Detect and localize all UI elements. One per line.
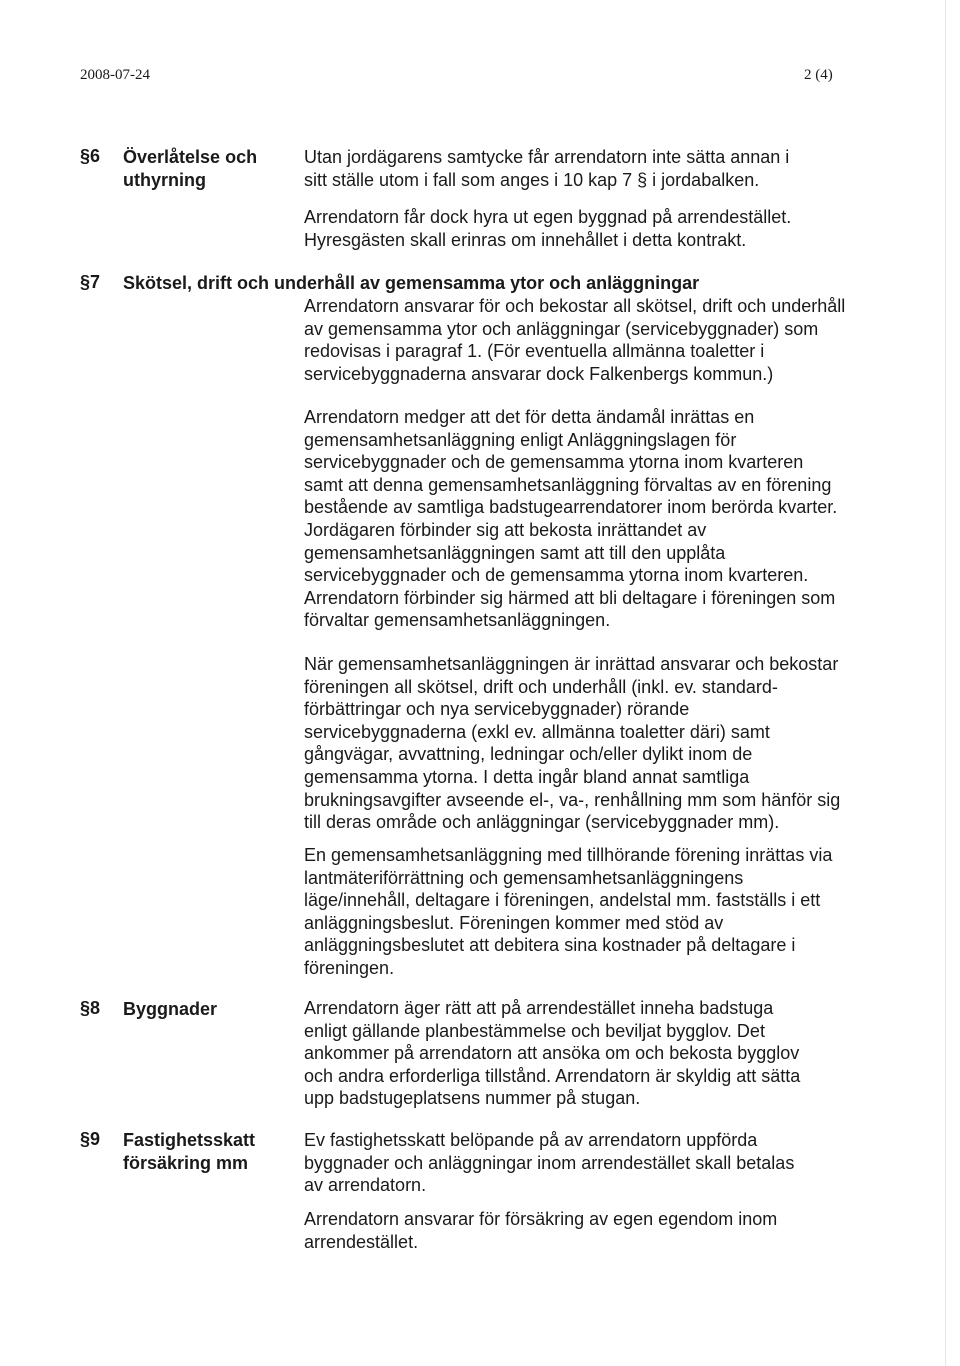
text-line: Jordägaren förbinder sig att bekosta inrättandet av bbox=[304, 519, 707, 540]
section-8-number: §8 bbox=[80, 998, 101, 1018]
text-line: till deras område och anläggningar (servicebyggnader mm). bbox=[304, 812, 780, 833]
section-7-paragraph-2 bbox=[304, 406, 837, 632]
section-8-paragraph-1 bbox=[304, 997, 800, 1110]
text-line: läge/innehåll, deltagare i föreningen, andelstal mm. fastställs i ett bbox=[304, 890, 821, 911]
section-6-paragraph-2 bbox=[304, 206, 791, 251]
section-7-paragraph-1 bbox=[304, 295, 845, 385]
text-line: anläggningsbeslut. Föreningen kommer med stöd av bbox=[304, 912, 724, 933]
page-edge-line bbox=[945, 0, 946, 1366]
text-line: bestående av samtliga badstugearrendatorer inom berörda kvarter. bbox=[304, 497, 838, 518]
text-line: gångvägar, avvattning, ledningar och/eller dylikt inom de bbox=[304, 744, 753, 765]
section-9-title bbox=[123, 1129, 255, 1175]
text-line: servicebyggnaderna (exkl ev. allmänna toaletter däri) samt bbox=[304, 721, 770, 742]
text-line: av gemensamma ytor och anläggningar (servicebyggnader) som bbox=[304, 318, 819, 339]
text-line: av arrendatorn. bbox=[304, 1175, 427, 1196]
section-7-paragraph-3 bbox=[304, 653, 840, 834]
section-9-number: §9 bbox=[80, 1129, 101, 1149]
title-line: Fastighetsskatt bbox=[123, 1130, 256, 1150]
text-line: upp badstugeplatsens nummer på stugan. bbox=[304, 1088, 641, 1109]
text-line: byggnader och anläggningar inom arrendestället skall betalas bbox=[304, 1152, 795, 1173]
text-line: Arrendatorn äger rätt att på arrendestället inneha badstuga bbox=[304, 998, 774, 1018]
title-line: försäkring mm bbox=[123, 1153, 249, 1173]
text-line: Arrendatorn ansvarar för och bekostar all skötsel, drift och underhåll bbox=[304, 296, 846, 316]
text-line: Hyresgästen skall erinras om innehållet i detta kontrakt. bbox=[304, 229, 747, 250]
text-line: brukningsavgifter avseende el-, va-, renhållning mm som hänför sig bbox=[304, 789, 841, 810]
text-line: redovisas i paragraf 1. (För eventuella allmänna toaletter i bbox=[304, 341, 765, 362]
section-7-title: Skötsel, drift och underhåll av gemensamma ytor och anläggningar bbox=[123, 273, 700, 293]
text-line: En gemensamhetsanläggning med tillhörande förening inrättas via bbox=[304, 845, 833, 865]
text-line: servicebyggnader och de gemensamma ytorna inom kvarteren. bbox=[304, 565, 809, 586]
section-9-paragraph-1 bbox=[304, 1129, 794, 1197]
section-7-paragraph-4 bbox=[304, 844, 832, 980]
text-line: Arrendatorn förbinder sig härmed att bli deltagare i föreningen som bbox=[304, 587, 836, 608]
text-line: sitt ställe utom i fall som anges i 10 kap 7 § i jordabalken. bbox=[304, 169, 760, 190]
text-line: lantmäteriförrättning och gemensamhetsanläggningens bbox=[304, 867, 744, 888]
text-line: föreningen all skötsel, drift och underhåll (inkl. ev. standard- bbox=[304, 676, 778, 697]
text-line: Arrendatorn ansvarar för försäkring av egen egendom inom bbox=[304, 1209, 778, 1229]
text-line: föreningen. bbox=[304, 957, 395, 978]
text-line: förvaltar gemensamhetsanläggningen. bbox=[304, 610, 611, 631]
text-line: gemensamma ytorna. I detta ingår bland annat samtliga bbox=[304, 766, 750, 787]
text-line: servicebyggnader och de gemensamma ytorna inom kvarteren bbox=[304, 452, 804, 473]
section-6-title bbox=[123, 146, 257, 192]
text-line: servicebyggnaderna ansvarar dock Falkenbergs kommun.) bbox=[304, 363, 774, 384]
section-6-paragraph-1 bbox=[304, 146, 789, 191]
text-line: samt att denna gemensamhetsanläggning förvaltas av en förening bbox=[304, 474, 832, 495]
text-line: Arrendatorn får dock hyra ut egen byggnad på arrendestället. bbox=[304, 207, 792, 227]
text-line: enligt gällande planbestämmelse och beviljat bygglov. Det bbox=[304, 1020, 765, 1041]
section-6-number: §6 bbox=[80, 146, 101, 166]
text-line: arrendestället. bbox=[304, 1231, 419, 1252]
title-line: uthyrning bbox=[123, 170, 206, 190]
text-line: Utan jordägarens samtycke får arrendatorn inte sätta annan i bbox=[304, 147, 790, 167]
section-8-title bbox=[123, 998, 217, 1021]
text-line: När gemensamhetsanläggningen är inrättad ansvarar och bekostar bbox=[304, 654, 839, 674]
text-line: anläggningsbeslutet att debitera sina kostnader på deltagare i bbox=[304, 935, 796, 956]
text-line: gemensamhetsanläggningen samt att till den upplåta bbox=[304, 542, 726, 563]
document-date: 2008-07-24 bbox=[80, 67, 150, 83]
title-line: Överlåtelse och bbox=[123, 147, 258, 167]
page-number: 2 (4) bbox=[804, 67, 833, 83]
title-line: Byggnader bbox=[123, 999, 218, 1019]
section-7-number: §7 bbox=[80, 272, 101, 292]
text-line: Ev fastighetsskatt belöpande på av arrendatorn uppförda bbox=[304, 1130, 758, 1150]
section-9-paragraph-2 bbox=[304, 1208, 777, 1253]
text-line: förbättringar och nya servicebyggnader) rörande bbox=[304, 699, 690, 720]
text-line: ankommer på arrendatorn att ansöka om och bekosta bygglov bbox=[304, 1043, 800, 1064]
text-line: och andra erforderliga tillstånd. Arrendatorn är skyldig att sätta bbox=[304, 1065, 801, 1086]
text-line: Arrendatorn medger att det för detta ändamål inrättas en bbox=[304, 407, 755, 427]
text-line: gemensamhetsanläggning enligt Anläggningslagen för bbox=[304, 429, 737, 450]
